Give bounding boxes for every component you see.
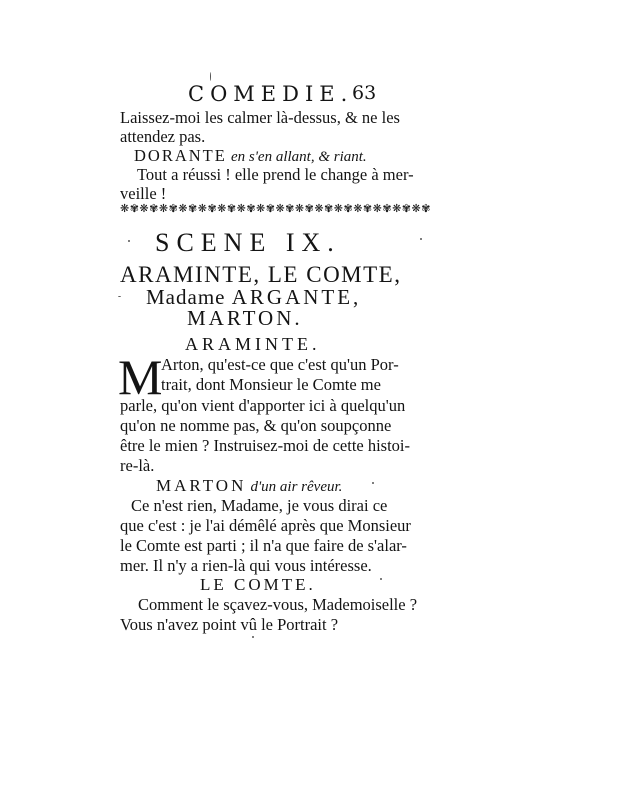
speaker-heading: LE COMTE. [200,575,316,594]
speech-line: Vous n'avez point vû le Portrait ? [120,615,339,634]
speech-line: Ce n'est rien, Madame, je vous dirai ce [131,496,388,515]
speech-line: trait, dont Monsieur le Comte me [161,375,381,394]
drop-cap: M [118,349,163,405]
speech-line: être le mien ? Instruisez-moi de cette histoi- [120,436,411,455]
speaker-heading [156,476,342,496]
ornament-band: ❋✾❋✾❋✾❋✾❋✾❋✾❋✾❋✾❋✾❋✾❋✾❋✾❋✾❋✾❋✾❋✾ [120,202,431,215]
text-line: Tout a réussi ! elle prend le change à mer- [137,165,414,184]
stage-direction: en s'en allant, & riant. [230,149,367,165]
speaker-name: MARTON [156,476,247,495]
scene-title: SCENE IX. [155,228,341,257]
speaker-name: DORANTE [134,146,227,165]
text-line: Laissez-moi les calmer là-dessus, & ne les [120,108,400,127]
cast-list-line: ARAMINTE, LE COMTE, [120,262,402,287]
speech-line: le Comte est parti ; il n'a que faire de s'alar- [120,536,407,555]
text-line: attendez pas. [120,127,206,146]
speech-line: mer. Il n'y a rien-là qui vous intéresse. [120,556,372,575]
paper-speck [420,238,422,240]
speech-line: que c'est : je l'ai démêlé après que Monsieur [120,516,411,535]
paper-speck [380,578,382,580]
paper-speck [210,72,211,81]
paper-speck [128,240,130,242]
page-number: 63 [352,82,377,104]
speech-line: re-là. [120,456,155,475]
cast-list-line: MARTON. [187,306,303,330]
cast-prefix: Madame [146,285,232,309]
paper-speck [252,636,254,638]
running-head-title: COMEDIE. [188,82,354,106]
speech-line: Arton, qu'est-ce que c'est qu'un Por- [161,355,399,374]
paper-speck [372,482,374,484]
cast-name: ARGANTE, [231,285,362,309]
speech-line: Comment le sçavez-vous, Mademoiselle ? [138,595,418,614]
stage-direction-line [134,146,367,166]
speaker-heading: ARAMINTE. [185,334,321,354]
text-line: veille ! [120,184,167,203]
speech-line: qu'on ne nomme pas, & qu'on soupçonne [120,416,392,435]
stage-direction: d'un air rêveur. [250,479,343,495]
speech-line: parle, qu'on vient d'apporter ici à quelqu'un [120,396,406,415]
paper-speck [118,296,121,297]
